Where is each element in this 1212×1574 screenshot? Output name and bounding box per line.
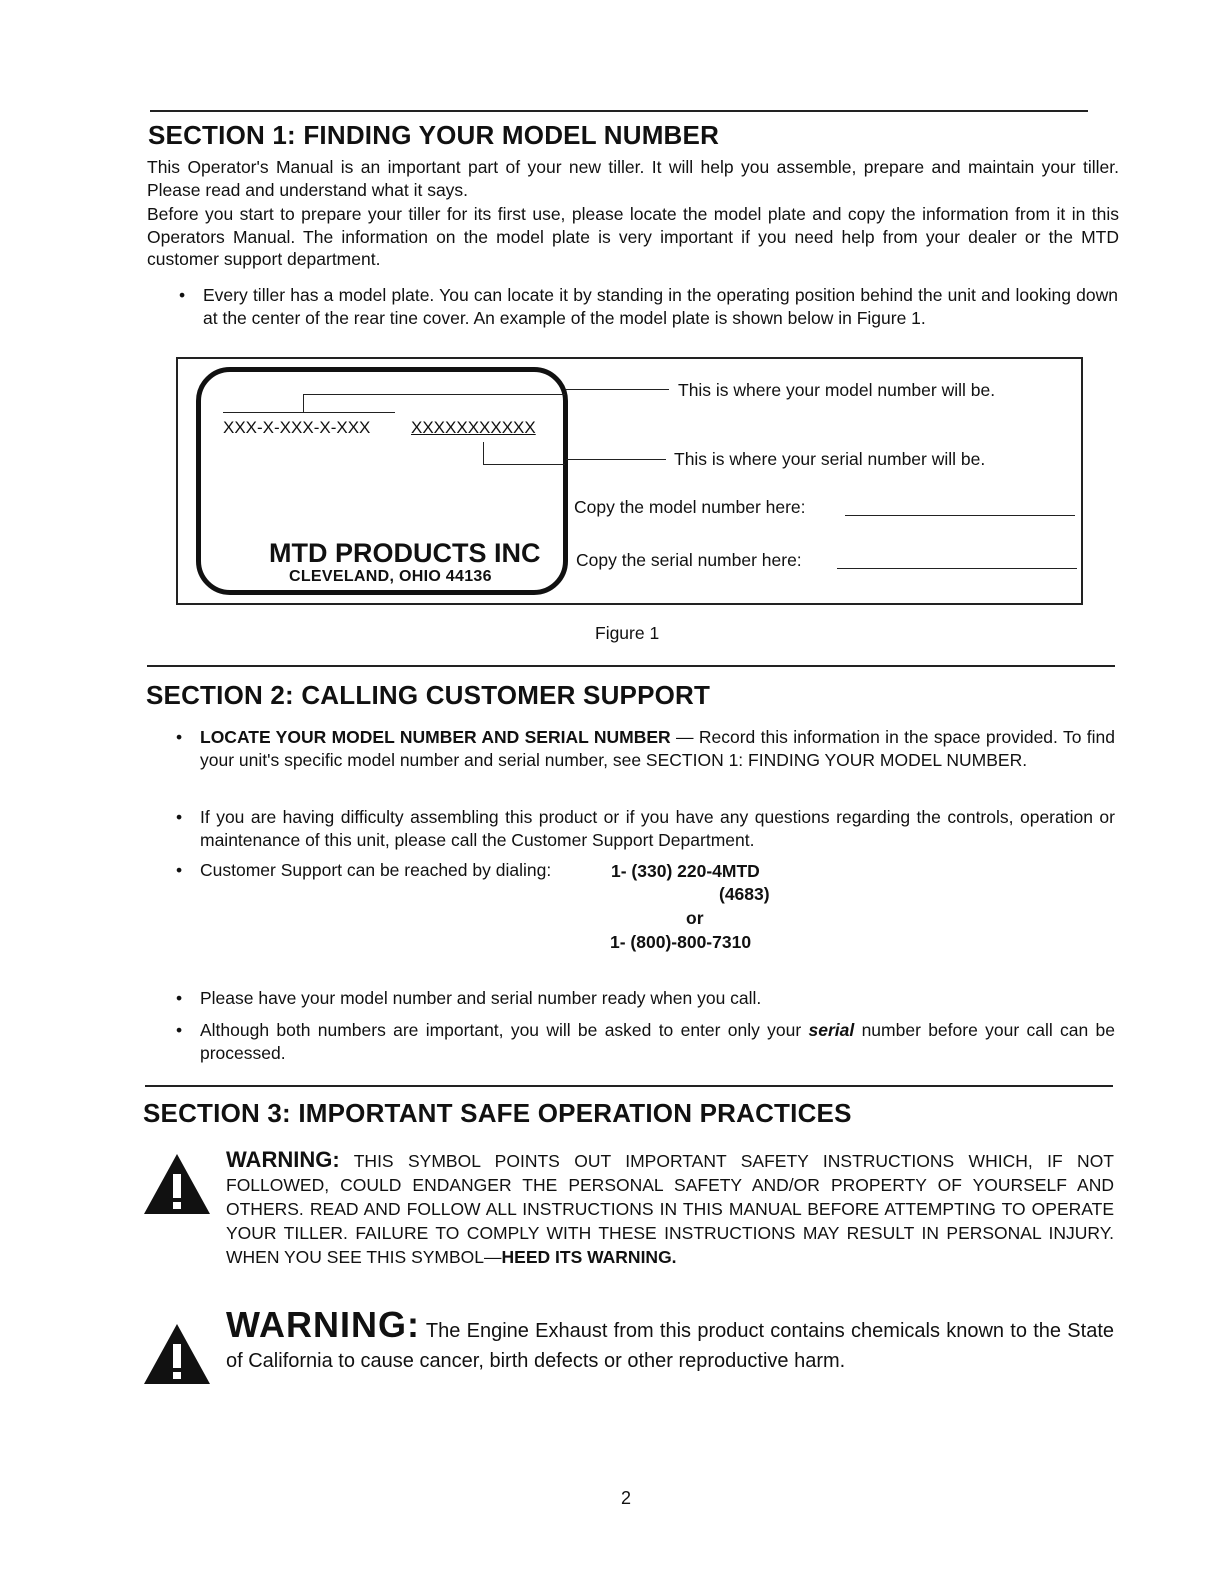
warning-california-text — [226, 1304, 1114, 1376]
plate-model-underline — [223, 412, 395, 413]
section1-paragraph-2: Before you start to prepare your tiller for its first use, please locate the model plate and copy the information from it in this Operators Manual. The information on the model plate is very important if you need help from your dealer or the MTD customer support department. — [147, 204, 1119, 269]
bullet-dot: • — [176, 988, 183, 1008]
plate-serial-number: XXXXXXXXXXX — [411, 418, 536, 437]
copy-model-label: Copy the model number here: — [574, 497, 806, 517]
model-leader-line — [566, 389, 669, 390]
warning-heed: HEED ITS WARNING. — [501, 1247, 677, 1267]
phone-number-tollfree: 1- (800)-800-7310 — [610, 932, 752, 952]
section2-title: SECTION 2: CALLING CUSTOMER SUPPORT — [146, 680, 711, 710]
section1-bullet-text: Every tiller has a model plate. You can locate it by standing in the operating position behind the unit and looking down at the center of the rear tine cover. An example of the model plate is shown below in Figure 1. — [203, 285, 1118, 328]
phone-number-primary: 1- (330) 220-4MTD — [611, 861, 760, 881]
phone-number-primary-numeric: (4683) — [719, 884, 770, 904]
section2-bullet-dialing — [176, 859, 620, 882]
section1-top-rule — [150, 110, 1088, 112]
plate-serial-leader-horizontal — [483, 464, 565, 465]
warning-safety-symbol-text — [226, 1148, 1114, 1269]
figure-caption: Figure 1 — [595, 623, 660, 643]
plate-model-leader-vertical — [303, 394, 304, 413]
warning-triangle-icon — [142, 1152, 212, 1216]
serial-emphasis: serial — [808, 1020, 855, 1040]
warning-large-label: WARNING: — [226, 1304, 420, 1345]
plate-model-leader-horizontal — [303, 394, 565, 395]
plate-company-city: CLEVELAND, OHIO 44136 — [289, 568, 492, 585]
section3-top-rule — [145, 1085, 1113, 1087]
bullet-dot: • — [176, 807, 183, 827]
section2-bullet-ready — [176, 987, 1115, 1010]
section1-title: SECTION 1: FINDING YOUR MODEL NUMBER — [148, 120, 720, 150]
page-number: 2 — [621, 1488, 632, 1508]
section2-bullet-serial — [176, 1019, 1115, 1064]
warning-triangle-icon — [142, 1322, 212, 1386]
section2-bullet-difficulty — [176, 806, 1115, 851]
figure-1-frame — [176, 357, 1083, 605]
plate-model-number: XXX-X-XXX-X-XXX — [223, 418, 371, 437]
dialing-text: Customer Support can be reached by dialing: — [200, 860, 552, 880]
bullet-dot: • — [176, 860, 183, 880]
serial-number-caption: This is where your serial number will be. — [674, 449, 986, 469]
warning-body: THIS SYMBOL POINTS OUT IMPORTANT SAFETY INSTRUCTIONS WHICH, IF NOT FOLLOWED, COULD ENDANGER THE PERSONAL SAFETY AND/OR PROPERTY OF YOURSELF AND OTHERS. READ AND FOLLOW ALL INSTRUCTIONS IN THIS MANUAL BEFORE ATTEMPTING TO OPERATE YOUR TILLER. FAILURE TO COMPLY WITH THESE INSTRUCTIONS MAY RESULT IN PERSONAL INJURY. WHEN YOU SEE THIS SYMBOL— — [226, 1151, 1114, 1267]
locate-text: — Record this information in the space provided. To find your unit's specific model number and serial number, see SECTION 1: FINDING YOUR MODEL NUMBER. — [200, 727, 1116, 770]
section1-paragraph-1: This Operator's Manual is an important part of your new tiller. It will help you assemble, prepare and maintain your tiller. Please read and understand what it says. — [147, 157, 1119, 200]
model-number-caption: This is where your model number will be. — [678, 380, 996, 400]
difficulty-text: If you are having difficulty assembling this product or if you have any questions regarding the controls, operation or maintenance of this unit, please call the Customer Support Department. — [200, 807, 1115, 850]
serial-text-post: number before your call can be processed. — [200, 1020, 1115, 1063]
section2-top-rule — [147, 665, 1115, 667]
serial-leader-line — [566, 459, 666, 460]
ready-text: Please have your model number and serial number ready when you call. — [200, 988, 762, 1008]
model-plate — [196, 367, 568, 595]
copy-serial-line[interactable] — [837, 568, 1077, 569]
plate-serial-leader-vertical — [483, 442, 484, 464]
copy-model-line[interactable] — [845, 515, 1075, 516]
serial-text-pre: Although both numbers are important, you will be asked to enter only your — [200, 1020, 809, 1040]
phone-or: or — [686, 908, 704, 928]
bullet-dot: • — [176, 727, 183, 747]
section2-bullet-locate — [176, 726, 1116, 771]
locate-heading: LOCATE YOUR MODEL NUMBER AND SERIAL NUMBER — [200, 727, 671, 747]
plate-company-name: MTD PRODUCTS INC — [269, 538, 541, 568]
copy-serial-label: Copy the serial number here: — [576, 550, 802, 570]
bullet-dot: • — [179, 285, 186, 305]
warning-label: WARNING: — [226, 1147, 340, 1172]
section3-title: SECTION 3: IMPORTANT SAFE OPERATION PRACTICES — [143, 1098, 852, 1128]
warning-california-body: The Engine Exhaust from this product contains chemicals known to the State of California to cause cancer, birth defects or other reproductive harm. — [226, 1320, 1114, 1372]
section1-bullet — [179, 284, 1118, 329]
bullet-dot: • — [176, 1020, 183, 1040]
